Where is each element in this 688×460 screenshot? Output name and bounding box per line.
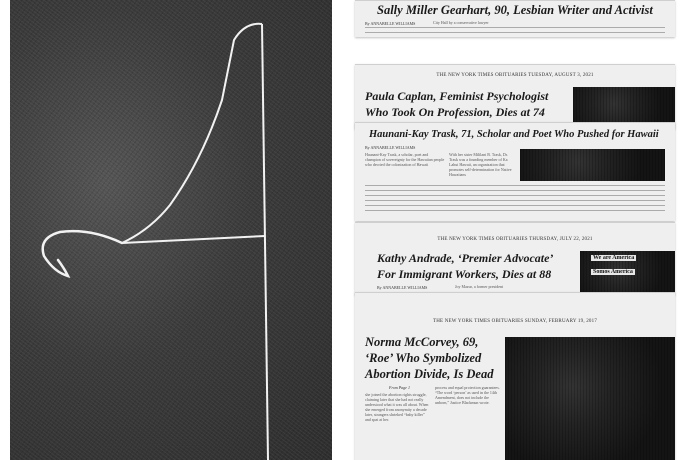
clipping-gearhart (355, 0, 675, 37)
article-text-col-1: Haunani-Kay Trask, a scholar, poet and champion of sovereignty for the Hawaiian people who decried the colonization of Hawaii (365, 152, 445, 167)
headline: Sally Miller Gearhart, 90, Lesbian Writer and Activist (377, 3, 653, 17)
article-text: Joy Mazur, a former president (455, 284, 504, 289)
byline: By ANNABELLE WILLIAMS (377, 285, 428, 290)
headline-line-2: For Immigrant Workers, Dies at 88 (377, 267, 552, 281)
dateline: THE NEW YORK TIMES OBITUARIES TUESDAY, AUGUST 3, 2021 (436, 73, 594, 78)
article-text-col-2: process and equal protection guarantees. “The word ‘person’ as used in the 14th Amendment, does not include the unborn,” Justice Blackmun wrote. (435, 385, 500, 405)
headline-line-2: ‘Roe’ Who Symbolized (365, 351, 482, 365)
headline: Haunani-Kay Trask, 71, Scholar and Poet Who Pushed for Hawaii (369, 129, 659, 140)
hanger-photo-panel (10, 0, 332, 460)
portrait-photo (520, 149, 665, 181)
headline-line-1: Norma McCorvey, 69, (365, 335, 479, 349)
dateline: THE NEW YORK TIMES OBITUARIES THURSDAY, JULY 22, 2021 (437, 237, 593, 242)
article-text: City Hall by a conservative lawyer (433, 20, 489, 25)
continuation-note: From Page 1 (389, 385, 410, 390)
dateline: THE NEW YORK TIMES OBITUARIES SUNDAY, FEBRUARY 19, 2017 (432, 319, 598, 324)
newspaper-clippings-panel (343, 0, 688, 460)
headline-line-2: Who Took On Profession, Dies at 74 (365, 105, 545, 119)
headline-line-1: Paula Caplan, Feminist Psychologist (365, 89, 549, 103)
protest-sign-english: We are America (593, 255, 635, 261)
clipping-trask (355, 122, 675, 221)
protest-sign-spanish: Somos America (593, 269, 633, 275)
headline-line-3: Abortion Divide, Is Dead (365, 367, 494, 381)
article-text-col-1: she joined the abortion rights struggle, claiming later that she had not really understood what it was all about. When she emerged from anonymity a decade later, strangers shrieked “baby killer” and spat at her. (365, 392, 429, 422)
text-lines (365, 185, 665, 215)
wire-hanger-illustration (10, 0, 332, 460)
article-text-col-2: With her sister Mililani B. Trask, Dr. Trask was a founding member of Ka Lahui Hawaii, an organization that promotes self-determination for Native Hawaiians (449, 152, 512, 177)
byline: By ANNABELLE WILLIAMS (365, 145, 416, 150)
byline: By ANNABELLE WILLIAMS (365, 21, 416, 26)
supreme-court-rally-photo (505, 337, 675, 460)
text-lines (365, 27, 665, 37)
clipping-caplan (355, 64, 675, 129)
headline-line-1: Kathy Andrade, ‘Premier Advocate’ (377, 251, 554, 265)
clipping-andrade (355, 222, 675, 295)
clipping-mccorvey (355, 292, 675, 460)
